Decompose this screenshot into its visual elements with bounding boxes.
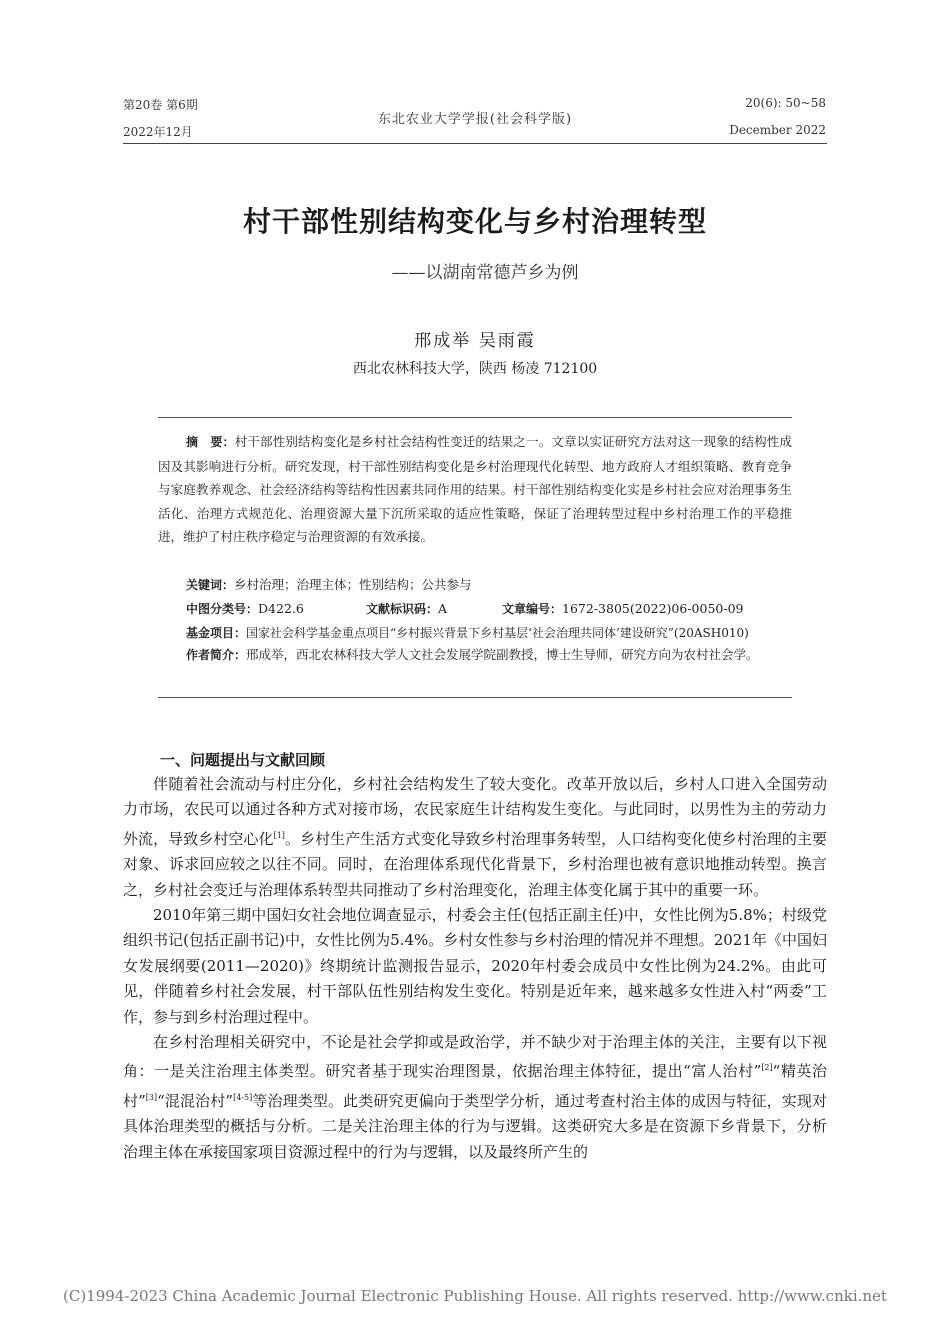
abstract-text: 村干部性别结构变化是乡村社会结构性变迁的结果之一。文章以实证研究方法对这一现象的结构性成因及其影响进行分析。研究发现，村干部性别结构变化是乡村治理现代化转型、地方政府人才组织策略、教育竞争与家庭教养观念、社会经济结构等结构性因素共同作用的结果。村干部性别结构变化实是乡村社会应对治理事务生活化、治理方式规范化、治理资源大量下沉所采取的适应性策略，保证了治理转型过程中乡村治理工作的平稳推进，维护了村庄秩序稳定与治理资源的有效承接。 (158, 434, 792, 544)
issue-date-en: December 2022 (729, 123, 826, 137)
article-label: 文章编号： (502, 602, 563, 616)
citation[interactable]: [4-5] (233, 1092, 253, 1102)
abstract-bottom-rule (158, 697, 792, 698)
keywords-text: 乡村治理；治理主体；性别结构；公共参与 (234, 577, 472, 592)
issue-date: 2022年12月 (123, 125, 193, 139)
fund (186, 624, 792, 641)
article-number (502, 600, 744, 617)
clc-value: D422.6 (258, 601, 304, 616)
paragraph-text: 在乡村治理相关研究中，不论是社会学抑或是政治学，并不缺少对于治理主体的关注，主要有以下视角：一是关注治理主体类型。研究者基于现实治理图景，依据治理主体特征，提出“富人治村” (123, 1033, 827, 1081)
doc-code (366, 600, 447, 617)
volume-issue: 第20卷 第6期 (123, 98, 198, 112)
citation[interactable]: [3] (145, 1092, 158, 1102)
paragraph-text: 。乡村生产生活方式变化导致乡村治理事务转型，人口结构变化使乡村治理的主要对象、诉求回应较之以往不同。同时，在治理体系现代化背景下，乡村治理也被有意识地推动转型。换言之，乡村社会变迁与治理体系转型共同推动了乡村治理变化，治理主体变化属于其中的重要一环。 (123, 829, 827, 899)
affiliation: 西北农林科技大学，陕西 杨凌 712100 (352, 361, 598, 377)
citation[interactable]: [1] (273, 830, 285, 840)
paragraph-text: 等治理类型。此类研究更偏向于类型学分析，通过考查村治主体的成因与特征，实现对具体治理类型的概括与分析。二是关注治理主体的行为与逻辑。这类研究大多是在资源下乡背景下，分析治理主体在承接国家项目资源过程中的行为与逻辑，以及最终所产生的 (123, 1091, 827, 1161)
journal-name: 东北农业大学学报(社会科学版) (377, 112, 573, 127)
fund-text: 国家社会科学基金重点项目“乡村振兴背景下乡村基层‘社会治理共同体’建设研究”(20ASH010) (246, 626, 749, 640)
abstract-label: 摘 要： (186, 435, 235, 449)
paragraph-text: “精英治村” (123, 1062, 828, 1110)
doc-value: A (438, 601, 448, 616)
author-bio (158, 643, 792, 668)
body-text (123, 772, 827, 1165)
paragraph (123, 772, 827, 903)
keywords (186, 575, 792, 593)
keywords-label: 关键词： (186, 578, 235, 592)
header-rule (123, 143, 827, 144)
paragraph-text: “混混治村” (157, 1091, 234, 1110)
section-heading: 一、问题提出与文献回顾 (160, 751, 326, 769)
clc-label: 中图分类号： (186, 602, 259, 616)
author-names: 邢成举 吴雨霞 (414, 331, 536, 351)
paragraph: 2010年第三期中国妇女社会地位调查显示，村委会主任(包括正副主任)中，女性比例为5.8%；村级党组织书记(包括正副书记)中，女性比例为5.4%。乡村女性参与乡村治理的情况并不理想。2021年《中国妇女发展纲要(2011—2020)》终期统计监测报告显示，2020年村委会成员中女性比例为24.2%。由此可见，伴随着乡村社会发展，村干部队伍性别结构发生变化。特别是近年来，越来越多女性进入村“两委”工作，参与到乡村治理过程中。 (123, 906, 827, 1026)
author-bio-label: 作者简介： (186, 648, 247, 662)
paragraph-text: 伴随着社会流动与村庄分化，乡村社会结构发生了较大变化。改革开放以后，乡村人口进入全国劳动力市场，农民可以通过各种方式对接市场，农民家庭生计结构发生变化。与此同时，以男性为主的劳动力外流，导致乡村空心化 (123, 775, 827, 848)
paragraph (123, 1030, 827, 1165)
citation[interactable]: [2] (761, 1063, 773, 1073)
paper-title: 村干部性别结构变化与乡村治理转型 (242, 205, 707, 238)
fund-label: 基金项目： (186, 626, 247, 640)
doc-label: 文献标识码： (366, 602, 439, 616)
classification-line (186, 600, 792, 617)
paper-subtitle: ——以湖南常德芦乡为例 (391, 263, 579, 283)
page-range: 20(6): 50~58 (745, 96, 826, 110)
author-bio-text: 邢成举，西北农林科技大学人文社会发展学院副教授，博士生导师，研究方向为农村社会学。 (246, 647, 759, 662)
article-value: 1672-3805(2022)06-0050-09 (562, 601, 744, 616)
abstract-top-rule (158, 417, 792, 418)
copyright-footer: (C)1994-2023 China Academic Journal Electronic Publishing House. All rights reserved. http://www.cnki.net (63, 1287, 887, 1305)
abstract (158, 430, 792, 549)
